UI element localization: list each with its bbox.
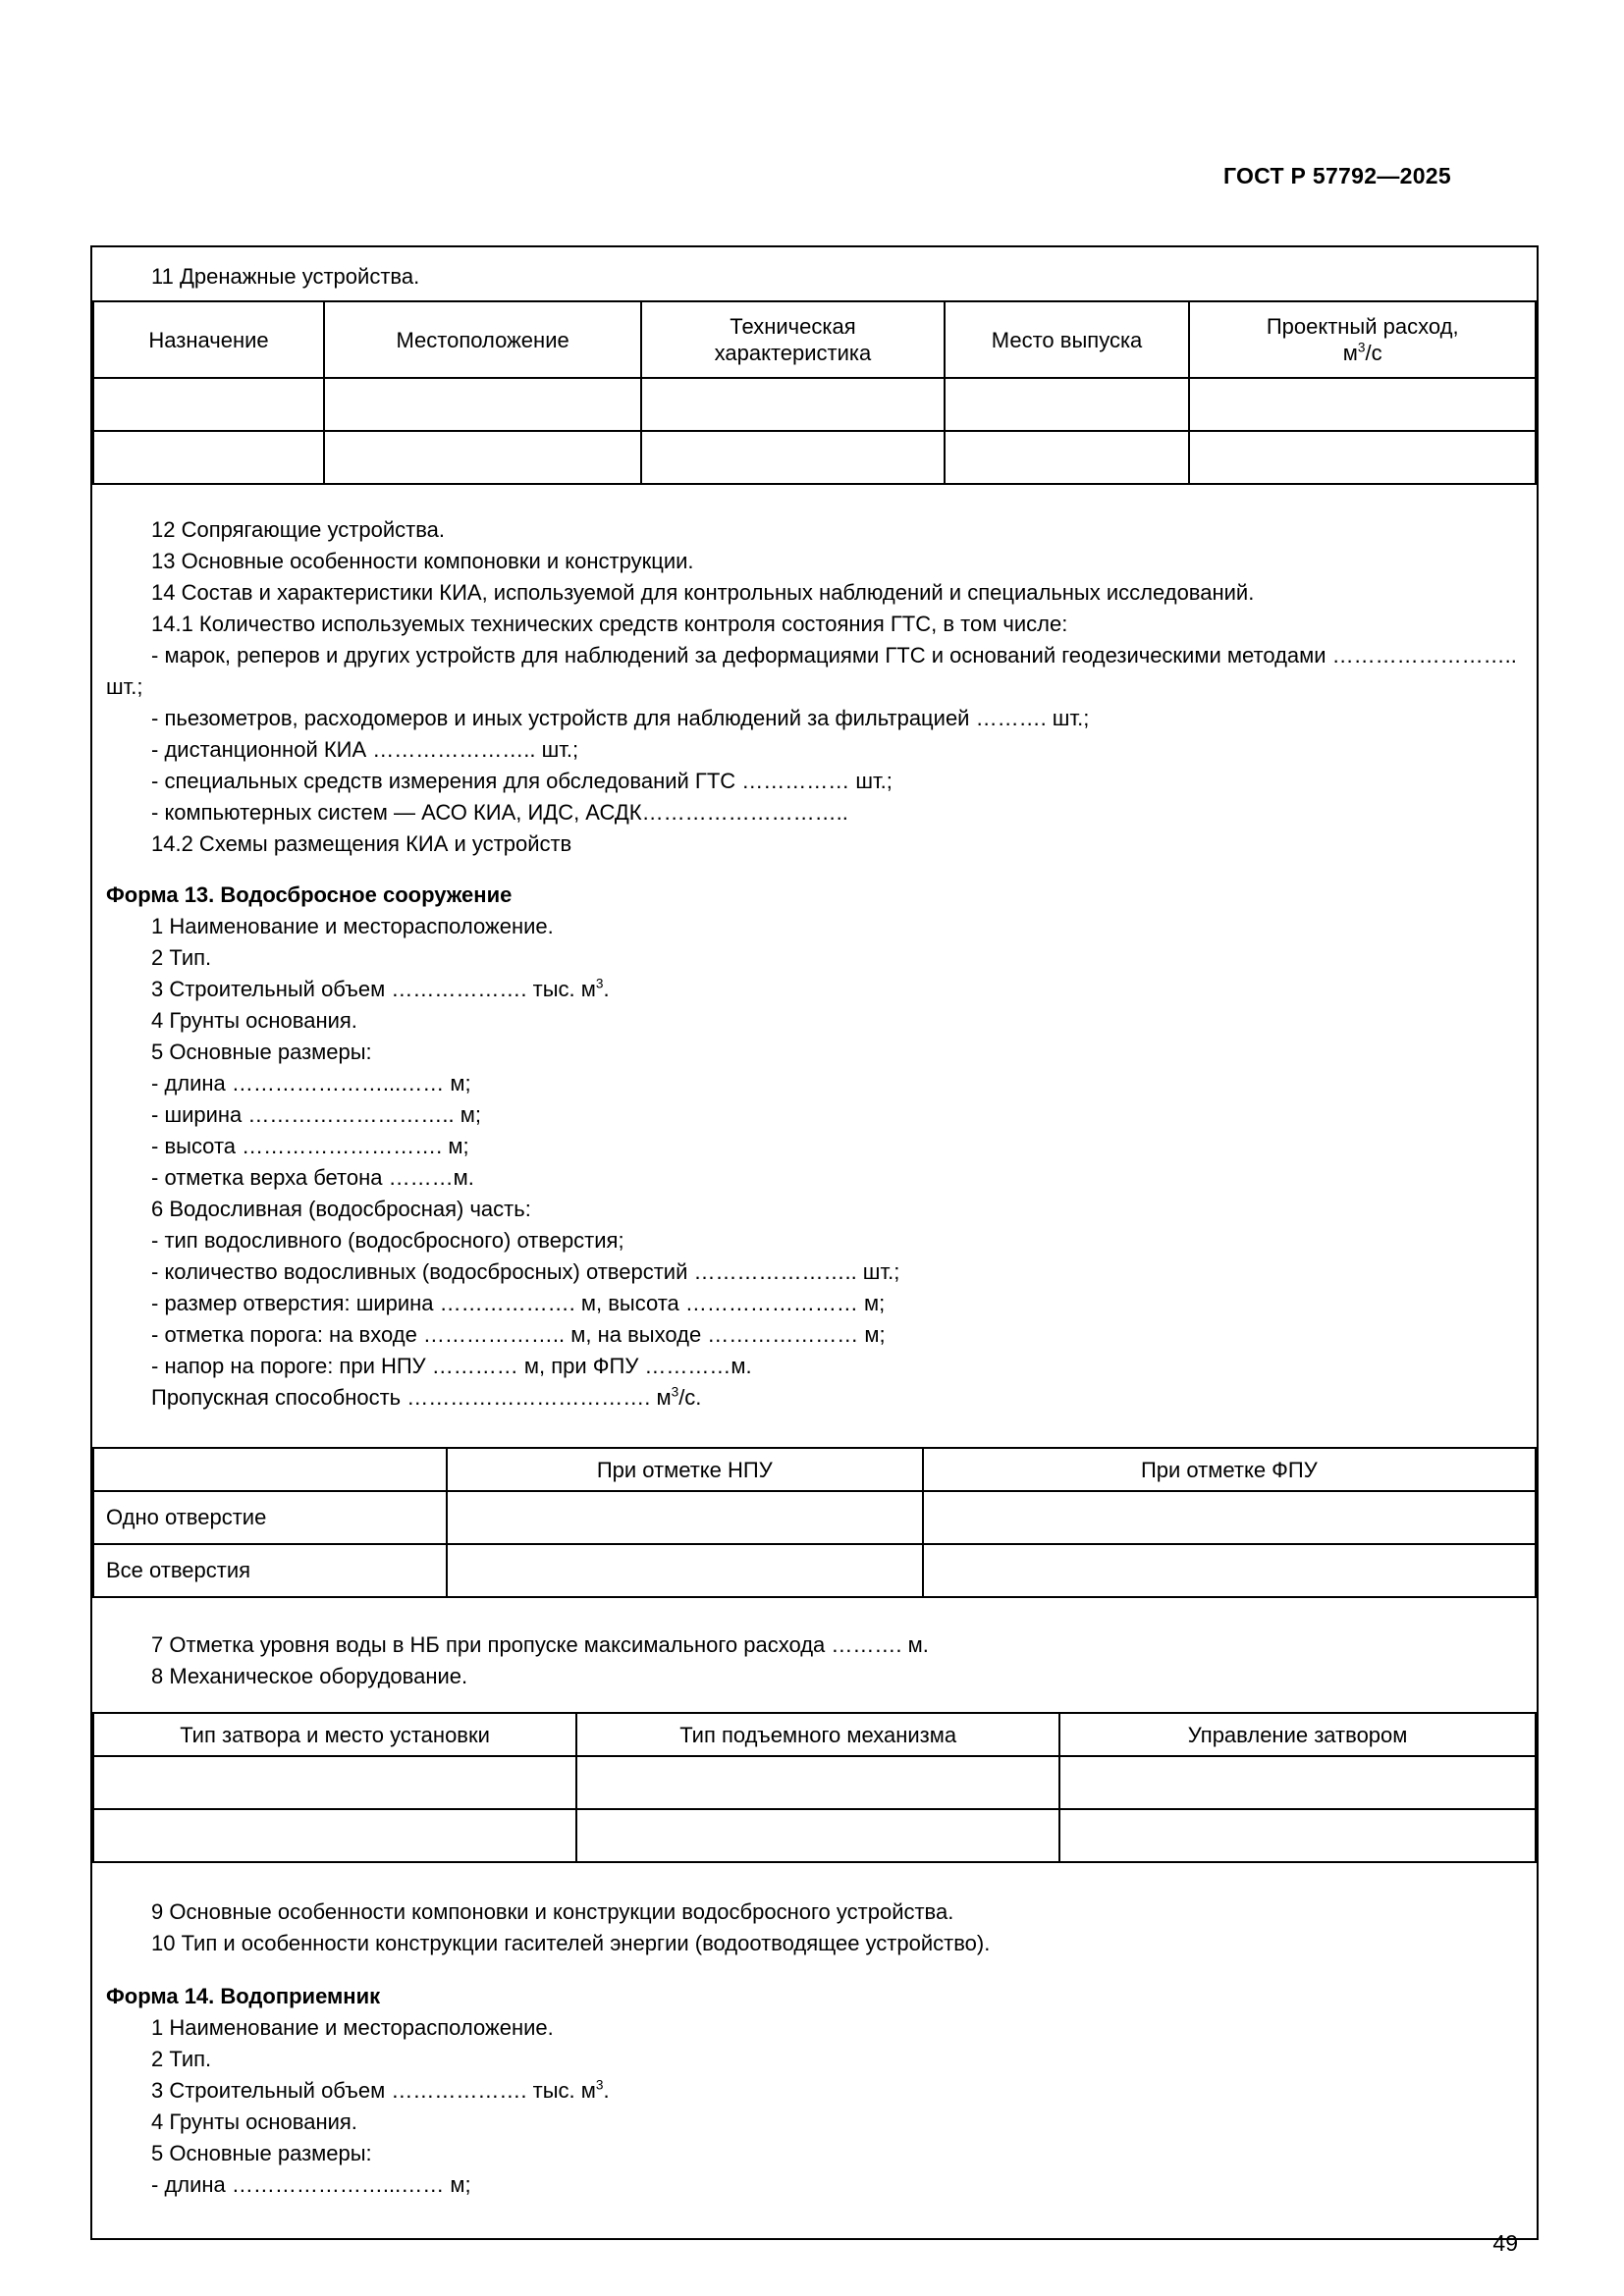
para-13: 13 Основные особенности компоновки и конструкции. — [151, 549, 694, 573]
drainage-empty-row — [93, 378, 1536, 431]
form13-item-1: 1 Наименование и месторасположение. — [151, 914, 554, 938]
para-12: 12 Сопрягающие устройства. — [151, 517, 445, 542]
form13-item-opening-size: - размер отверстия: ширина ………………. м, высота …………………… м; — [151, 1291, 886, 1315]
page-number: 49 — [1492, 2230, 1518, 2256]
drainage-col-tech-spec: Техническая характеристика — [641, 301, 944, 378]
empty-cell — [576, 1809, 1059, 1862]
form14-item-4: 4 Грунты основания. — [151, 2109, 357, 2134]
drainage-col-purpose: Назначение — [93, 301, 324, 378]
form13-item-sill-elevation: - отметка порога: на входе ……………….. м, на выходе ………………… м; — [151, 1322, 886, 1347]
form13-item-capacity — [106, 1382, 1523, 1414]
drainage-col-outlet: Место выпуска — [945, 301, 1190, 378]
empty-cell — [641, 378, 944, 431]
empty-cell — [641, 431, 944, 484]
form-content-box — [90, 245, 1539, 2240]
drainage-col-location: Местоположение — [324, 301, 641, 378]
empty-cell — [93, 1448, 447, 1491]
drainage-header-row — [93, 301, 1536, 378]
form13-item-7: 7 Отметка уровня воды в НБ при пропуске максимального расхода ………. м. — [151, 1632, 929, 1657]
empty-cell — [1059, 1756, 1536, 1809]
form13-volume-sup: 3 — [595, 976, 604, 991]
empty-cell — [945, 431, 1190, 484]
form14-item-1: 1 Наименование и месторасположение. — [151, 2015, 554, 2040]
empty-cell — [93, 1756, 576, 1809]
form13-item-9: 9 Основные особенности компоновки и конструкции водосбросного устройства. — [151, 1899, 954, 1924]
section11-title: 11 Дренажные устройства. — [151, 264, 420, 289]
empty-cell — [576, 1756, 1059, 1809]
form13-capacity-post: /с. — [678, 1385, 702, 1410]
openings-row-single-label: Одно отверстие — [93, 1491, 447, 1544]
para-14-2: 14.2 Схемы размещения КИА и устройств — [151, 831, 572, 856]
form13-item-opening-count: - количество водосливных (водосбросных) отверстий ………………….. шт.; — [151, 1259, 900, 1284]
empty-cell — [324, 378, 641, 431]
openings-table — [92, 1447, 1537, 1598]
design-flow-unit: м — [1342, 341, 1358, 365]
gates-col-hoist-type: Тип подъемного механизма — [576, 1713, 1059, 1756]
para-14-1-item-remote-kia: - дистанционной КИА ………………….. шт.; — [151, 737, 579, 762]
para-14-1: 14.1 Количество используемых технических средств контроля состояния ГТС, в том числе: — [151, 612, 1068, 636]
drainage-col-design-flow — [1189, 301, 1536, 378]
form13-item-height: - высота ………………………. м; — [151, 1134, 469, 1158]
form13-capacity-text: Пропускная способность ……………………………. м — [151, 1385, 672, 1410]
form13-item-length: - длина …………………...…… м; — [151, 1071, 471, 1095]
form13-item-8: 8 Механическое оборудование. — [151, 1664, 468, 1688]
openings-row-single — [93, 1491, 1536, 1544]
para-14-1-item-special-tools: - специальных средств измерения для обследований ГТС …………… шт.; — [151, 769, 893, 793]
openings-row-all-label: Все отверстия — [93, 1544, 447, 1597]
empty-cell — [923, 1491, 1536, 1544]
form13-item-head: - напор на пороге: при НПУ ………… м, при ФПУ …………м. — [151, 1354, 752, 1378]
drainage-table — [92, 300, 1537, 485]
form13-volume-post: . — [603, 977, 610, 1001]
para-14-1-item-marks: - марок, реперов и других устройств для наблюдений за деформациями ГТС и оснований геодезическими методами …………………….. шт.; — [106, 643, 1517, 699]
empty-cell — [324, 431, 641, 484]
form13-item-4: 4 Грунты основания. — [151, 1008, 357, 1033]
empty-cell — [447, 1544, 923, 1597]
form14-item-2: 2 Тип. — [151, 2047, 212, 2071]
form13-item-5: 5 Основные размеры: — [151, 1040, 372, 1064]
form13-item-6: 6 Водосливная (водосбросная) часть: — [151, 1197, 531, 1221]
para-14: 14 Состав и характеристики КИА, используемой для контрольных наблюдений и специальных исследований. — [151, 580, 1255, 605]
para-14-1-item-computers: - компьютерных систем — АСО КИА, ИДС, АСДК……………………….. — [151, 800, 848, 825]
empty-cell — [923, 1544, 1536, 1597]
form14-volume-sup: 3 — [595, 2077, 604, 2093]
form13-volume-text: 3 Строительный объем ………………. тыс. м — [151, 977, 596, 1001]
form13-item-concrete-top: - отметка верха бетона ………м. — [151, 1165, 474, 1190]
empty-cell — [93, 378, 324, 431]
form13-item-2: 2 Тип. — [151, 945, 212, 970]
form13-item-10: 10 Тип и особенности конструкции гасителей энергии (водоотводящее устройство). — [151, 1931, 991, 1955]
empty-cell — [1189, 378, 1536, 431]
gates-empty-row — [93, 1756, 1536, 1809]
openings-col-npu: При отметке НПУ — [447, 1448, 923, 1491]
gates-col-control: Управление затвором — [1059, 1713, 1536, 1756]
gates-col-gate-type: Тип затвора и место установки — [93, 1713, 576, 1756]
gates-table — [92, 1712, 1537, 1863]
drainage-empty-row — [93, 431, 1536, 484]
empty-cell — [93, 431, 324, 484]
design-flow-unit-post: /с — [1365, 341, 1382, 365]
document-header: ГОСТ Р 57792—2025 — [1222, 163, 1451, 188]
para-14-1-item-piezometers: - пьезометров, расходомеров и иных устройств для наблюдений за фильтрацией ………. шт.; — [151, 706, 1090, 730]
form14-item-3-volume — [106, 2075, 1523, 2107]
form13-item-opening-type: - тип водосливного (водосбросного) отверстия; — [151, 1228, 624, 1253]
form13-title: Форма 13. Водосбросное сооружение — [106, 882, 513, 907]
openings-col-fpu: При отметке ФПУ — [923, 1448, 1536, 1491]
form13-item-width: - ширина ……………………….. м; — [151, 1102, 481, 1127]
form14-item-5: 5 Основные размеры: — [151, 2141, 372, 2165]
form14-title: Форма 14. Водоприемник — [106, 1984, 381, 2008]
empty-cell — [945, 378, 1190, 431]
design-flow-label: Проектный расход, — [1266, 314, 1459, 339]
openings-header-row — [93, 1448, 1536, 1491]
empty-cell — [1059, 1809, 1536, 1862]
design-flow-unit-sup: 3 — [1357, 340, 1366, 355]
form14-volume-text: 3 Строительный объем ………………. тыс. м — [151, 2078, 596, 2103]
gates-empty-row — [93, 1809, 1536, 1862]
openings-row-all — [93, 1544, 1536, 1597]
gates-header-row — [93, 1713, 1536, 1756]
empty-cell — [1189, 431, 1536, 484]
form14-volume-post: . — [603, 2078, 610, 2103]
form13-capacity-sup: 3 — [671, 1384, 679, 1400]
form14-item-length: - длина …………………...…… м; — [151, 2172, 471, 2197]
empty-cell — [93, 1809, 576, 1862]
empty-cell — [447, 1491, 923, 1544]
form13-item-3-volume — [106, 974, 1523, 1005]
